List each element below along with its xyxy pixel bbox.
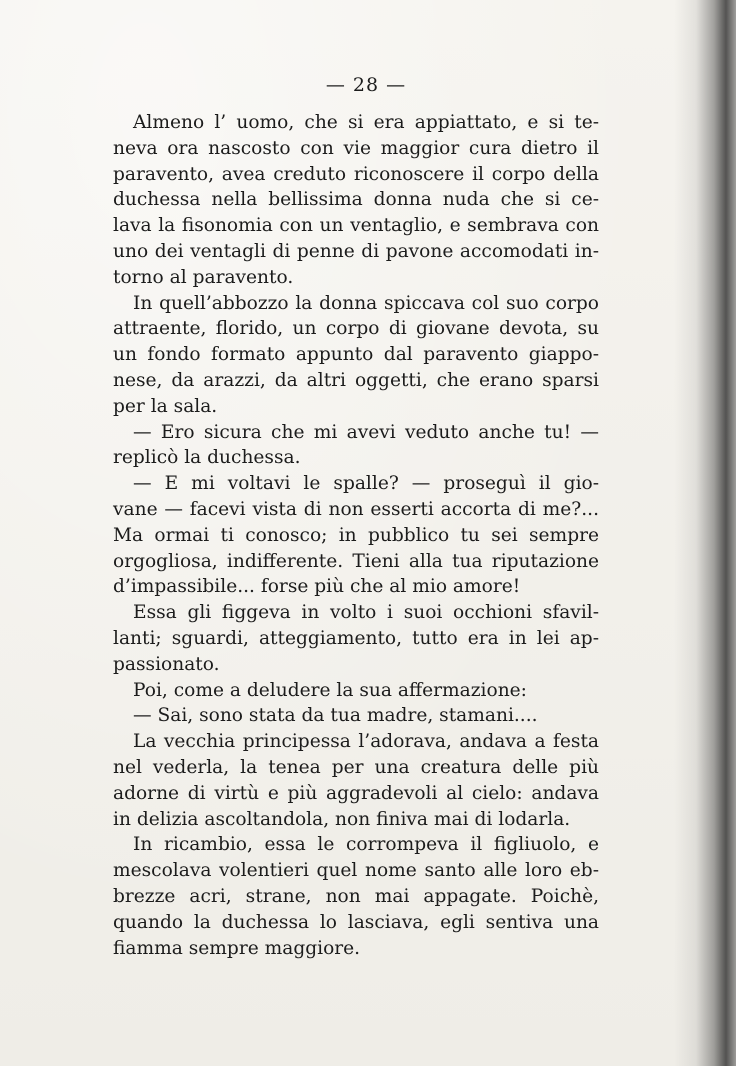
text-line: Essa gli figgeva in volto i suoi occhioni sfavil- — [133, 602, 599, 624]
text-line: mescolava volentieri quel nome santo alle loro eb- — [113, 860, 599, 882]
text-line: fiamma sempre maggiore. — [113, 937, 361, 959]
text-line: paravento, avea creduto riconoscere il corpo della — [113, 163, 599, 185]
text-line: un fondo formato appunto dal paravento giappo- — [113, 344, 599, 366]
text-line: lava la fisonomia con un ventaglio, e sembrava con — [113, 215, 599, 237]
text-line: nel vederla, la tenea per una creatura delle più — [113, 756, 599, 778]
text-line: torno al paravento. — [113, 266, 294, 288]
text-line: — E mi voltavi le spalle? — proseguì il gio- — [133, 473, 599, 495]
text-line: adorne di virtù e più aggradevoli al cielo: andava — [113, 782, 599, 804]
text-line: Poi, come a deludere la sua affermazione: — [133, 679, 527, 701]
text-line: quando la duchessa lo lasciava, egli sentiva una — [113, 911, 599, 933]
page-binding-shadow — [674, 0, 736, 1066]
text-line: vane — facevi vista di non esserti accorta di me?... — [113, 498, 599, 520]
text-line: In ricambio, essa le corrompeva il figliuolo, e — [133, 834, 599, 856]
text-line: passionato. — [113, 653, 220, 675]
text-line: lanti; sguardi, atteggiamento, tutto era in lei ap- — [113, 627, 599, 649]
text-line: brezze acri, strane, non mai appagate. Poichè, — [113, 885, 599, 907]
text-line: uno dei ventagli di penne di pavone accomodati in- — [113, 240, 599, 262]
body-text — [113, 110, 599, 961]
text-line: La vecchia principessa l’adorava, andava a festa — [133, 731, 599, 753]
text-line: in delizia ascoltandola, non finiva mai di lodarla. — [113, 808, 571, 830]
text-line: d’impassibile... forse più che al mio amore! — [113, 576, 521, 598]
text-line: attraente, florido, un corpo di giovane devota, su — [113, 318, 599, 340]
text-line: Almeno l’ uomo, che si era appiattato, e si te- — [133, 112, 599, 133]
text-line: nese, da arazzi, da altri oggetti, che erano sparsi — [113, 369, 599, 391]
text-line: — Ero sicura che mi avevi veduto anche tu! — — [133, 421, 599, 443]
text-line: In quell’abbozzo la donna spiccava col suo corpo — [133, 292, 599, 314]
text-line: orgogliosa, indifferente. Tieni alla tua riputazione — [113, 550, 599, 572]
page-number: — 28 — — [325, 74, 407, 96]
text-line: per la sala. — [113, 395, 218, 417]
text-line: neva ora nascosto con vie maggior cura dietro il — [113, 137, 599, 159]
text-line: duchessa nella bellissima donna nuda che si ce- — [113, 189, 599, 211]
text-line: replicò la duchessa. — [113, 447, 301, 469]
text-line: — Sai, sono stata da tua madre, stamani.... — [133, 705, 538, 727]
text-line: Ma ormai ti conosco; in pubblico tu sei sempre — [113, 524, 599, 546]
